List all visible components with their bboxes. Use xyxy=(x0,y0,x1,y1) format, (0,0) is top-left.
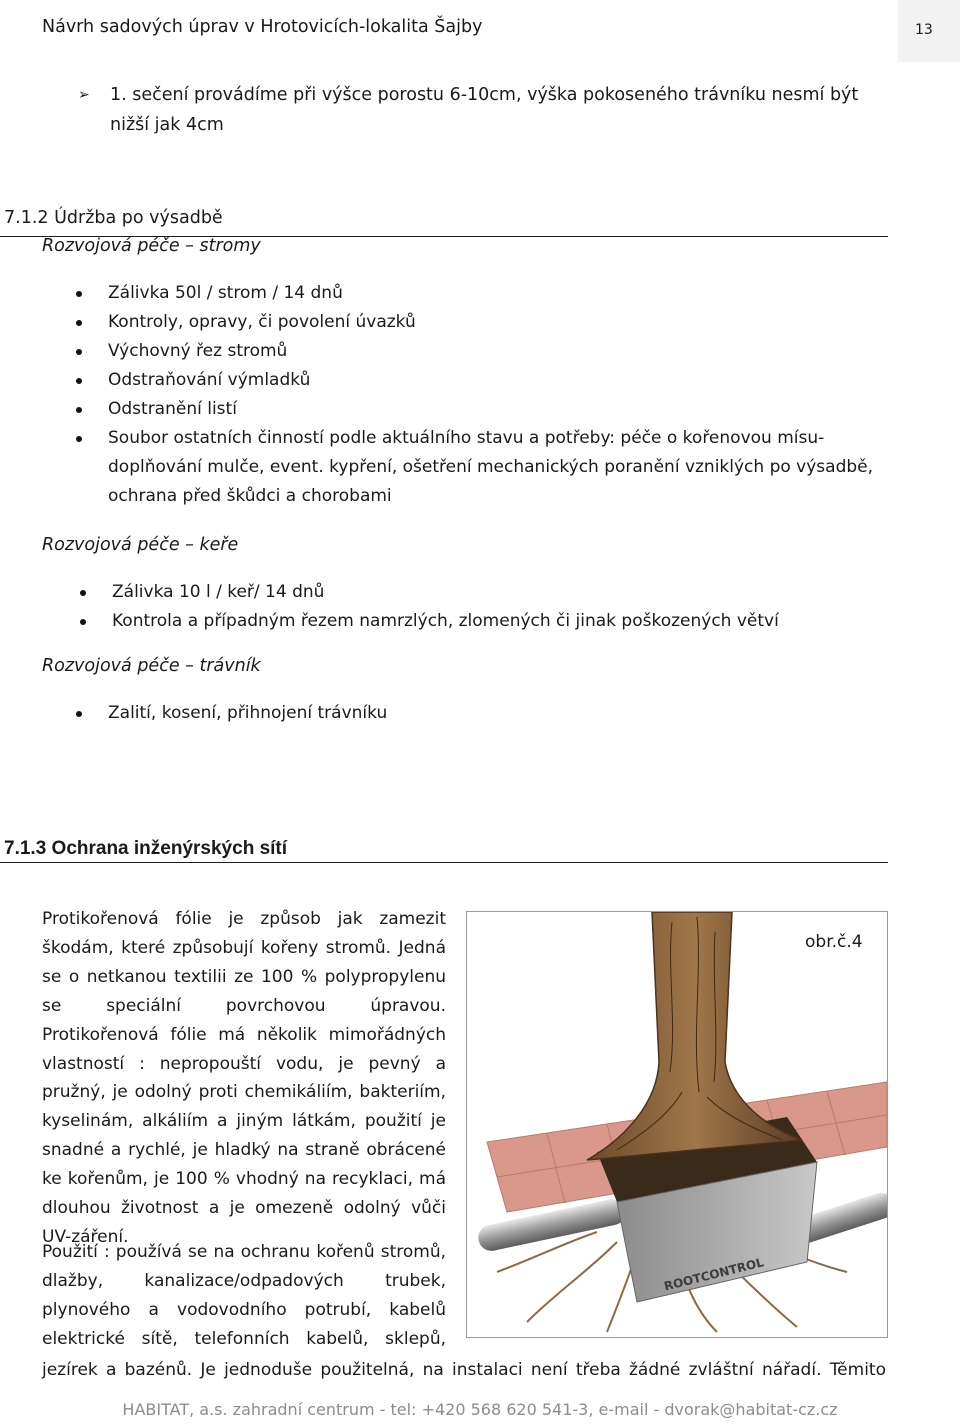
list-item: Odstranění listí xyxy=(76,395,876,424)
arrow-bullet-icon: ➢ xyxy=(78,87,90,103)
pipe-left xyxy=(476,1197,628,1254)
paragraph-continuation: jezírek a bazénů. Je jednoduše použitelná, na instalaci není třeba žádné zvláštní nářadí. Těmito xyxy=(42,1360,886,1380)
list-item: Kontrola a případným řezem namrzlých, zlomených či jinak poškozených větví xyxy=(80,607,880,636)
list-item: Odstraňování výmladků xyxy=(76,366,876,395)
list-trees xyxy=(76,279,876,511)
subheading-shrubs: Rozvojová péče – keře xyxy=(42,535,239,555)
page-header-title: Návrh sadových úprav v Hrotovicích-lokalita Šajby xyxy=(42,17,483,37)
list-item: Výchovný řez stromů xyxy=(76,337,876,366)
subheading-trees: Rozvojová péče – stromy xyxy=(42,236,261,256)
list-lawn xyxy=(76,699,876,728)
list-item: Zálivka 10 l / keř/ 14 dnů xyxy=(80,578,880,607)
list-item: Kontroly, opravy, či povolení úvazků xyxy=(76,308,876,337)
list-item: Soubor ostatních činností podle aktuálního stavu a potřeby: péče o kořenovou mísu- doplňování mulče, event. kypření, ošetření mechanických poranění vzniklých po výsadbě, ochrana před škůdci a chorobami xyxy=(76,424,876,511)
paragraph-usage: Použití : používá se na ochranu kořenů stromů, dlažby, kanalizace/odpadových trubek, plynového a vodovodního potrubí, kabelů elektrické sítě, telefonních kabelů, sklepů, xyxy=(42,1242,446,1349)
list-item: Zalití, kosení, přihnojení trávníku xyxy=(76,699,876,728)
arrow-list-item xyxy=(78,80,898,140)
barrier-brand-text: ROOTCONTROL xyxy=(662,1255,766,1294)
figure-label: obr.č.4 xyxy=(805,932,863,952)
paragraph-root-foil: Protikořenová fólie je způsob jak zamezit škodám, které způsobují kořeny stromů. Jedná se o netkanou textilii ze 100 % polypropylenu se speciální povrchovou úpravou. Protikořenová fólie má několik mimořádných vlastností : nepropouští vodu, je pevný a pružný, je odolný proti chemikáliím, bakteriím, kyselinám, alkáliím a jiným látkám, použití je snadné a rychlé, je hladký na straně obrácené ke kořenům, je 100 % vhodný na recyklaci, má dlouhou životnost a je omezeně odolný vůči UV-záření. xyxy=(42,909,446,1247)
page-number: 13 xyxy=(915,22,933,38)
list-item: Zálivka 50l / strom / 14 dnů xyxy=(76,279,876,308)
section-heading-712-text: 7.1.2 Údržba po výsadbě xyxy=(4,208,223,228)
section-heading-713 xyxy=(0,834,888,863)
section-heading-713-text: 7.1.3 Ochrana inženýrských sítí xyxy=(4,838,288,859)
subheading-lawn: Rozvojová péče – trávník xyxy=(42,656,261,676)
page-footer: HABITAT, a.s. zahradní centrum - tel: +420 568 620 541-3, e-mail - dvorak@habitat-cz.cz xyxy=(122,1400,838,1419)
page-number-box xyxy=(898,0,960,62)
figure-root-barrier xyxy=(466,911,888,1338)
list-shrubs xyxy=(80,578,880,636)
arrow-list-item-text: 1. sečení provádíme při výšce porostu 6-10cm, výška pokoseného trávníku nesmí být nižší jak 4cm xyxy=(110,85,859,135)
root-barrier-illustration xyxy=(467,912,887,1337)
section-heading-712 xyxy=(0,206,888,237)
